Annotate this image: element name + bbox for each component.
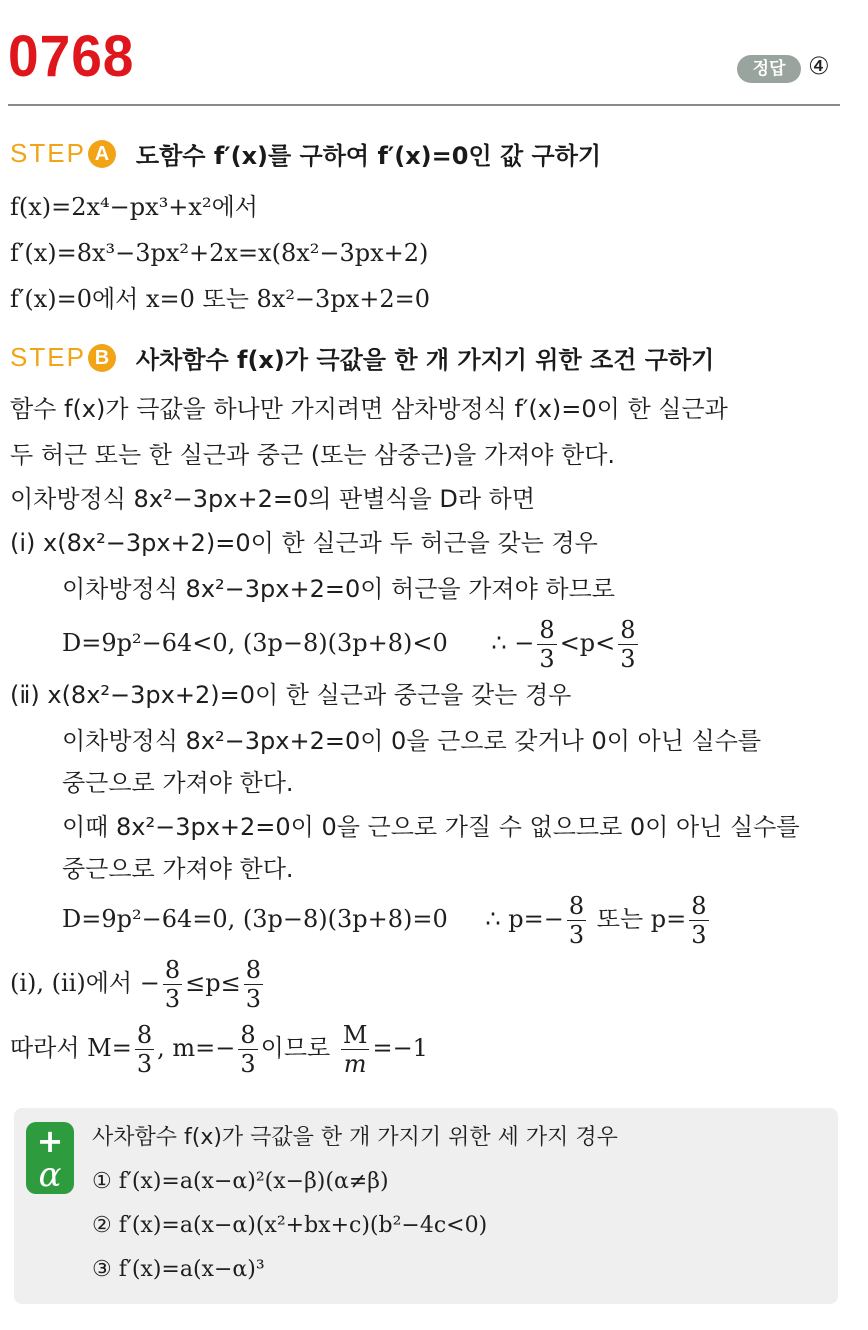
conclusion-prefix: (ⅰ), (ⅱ)에서 − xyxy=(10,969,160,997)
step-a-heading xyxy=(10,136,601,171)
step-a-line-3: f′(x)=0에서 x=0 또는 8x²−3px+2=0 xyxy=(10,285,430,313)
final-prefix: 따라서 M= xyxy=(10,1034,132,1062)
case-ii-fraction-2 xyxy=(689,894,708,947)
case-i-label: (ⅰ) xyxy=(10,529,36,557)
fraction-numerator: 8 xyxy=(539,616,555,644)
case-ii-fraction-1 xyxy=(567,894,586,947)
tip-item-2: ② f′(x)=a(x−α)(x²+bx+c)(b²−4c<0) xyxy=(92,1213,488,1238)
fraction-denominator: 3 xyxy=(136,1050,153,1078)
fraction-denominator: 3 xyxy=(691,921,707,949)
step-a-circle: A xyxy=(88,140,116,168)
tip-item-1: ① f′(x)=a(x−α)²(x−β)(α≠β) xyxy=(92,1169,389,1194)
answer-label-badge: 정답 xyxy=(737,55,801,83)
answer-value: ④ xyxy=(808,52,830,80)
case-i-inequality: <p< xyxy=(559,629,616,657)
problem-number: 0768 xyxy=(8,24,135,89)
problem-header xyxy=(0,0,868,110)
final-mid2: 이므로 xyxy=(260,1034,331,1062)
final-suffix: =−1 xyxy=(372,1034,428,1062)
fraction-denominator: 3 xyxy=(568,921,585,949)
fraction-numerator: 8 xyxy=(691,892,707,920)
case-ii-line-4: 중근으로 가져야 한다. xyxy=(62,855,294,883)
case-i-discriminant xyxy=(62,616,641,673)
step-a-line-2: f′(x)=8x³−3px²+2x=x(8x²−3px+2) xyxy=(10,239,429,267)
step-b-word: STEP xyxy=(10,342,86,372)
fraction-denominator: 3 xyxy=(620,645,636,673)
conclusion-fraction-1 xyxy=(163,958,182,1011)
header-divider xyxy=(8,104,840,106)
final-mid: , m=− xyxy=(157,1034,236,1062)
fraction-numerator: 8 xyxy=(620,616,636,644)
final-fraction-m-min xyxy=(238,1023,257,1076)
case-ii-line-1: 이차방정식 8x²−3px+2=0이 0을 근으로 갖거나 0이 아닌 실수를 xyxy=(62,727,762,755)
case-i-title: x(8x²−3px+2)=0이 한 실근과 두 허근을 갖는 경우 xyxy=(43,529,598,557)
body-line-3: 이차방정식 8x²−3px+2=0의 판별식을 D라 하면 xyxy=(10,485,536,513)
fraction-denominator: 3 xyxy=(245,985,262,1013)
case-ii-or: 또는 p= xyxy=(596,905,687,933)
case-ii-label: (ⅱ) xyxy=(10,681,40,709)
case-i-therefore: ∴ − xyxy=(491,629,535,657)
fraction-denominator: 3 xyxy=(164,985,181,1013)
fraction-numerator: 8 xyxy=(568,892,585,920)
final-fraction-m-max xyxy=(135,1023,154,1076)
fraction-numerator: 8 xyxy=(240,1021,256,1049)
case-i-d-equation: D=9p²−64<0, (3p−8)(3p+8)<0 xyxy=(62,629,448,657)
conclusion-range xyxy=(10,956,266,1013)
case-i-fraction-2 xyxy=(618,618,637,671)
case-i-line-1: 이차방정식 8x²−3px+2=0이 허근을 가져야 하므로 xyxy=(62,575,615,603)
plus-alpha-icon xyxy=(26,1122,74,1194)
conclusion-inequality: ≤p≤ xyxy=(185,969,241,997)
case-i-heading xyxy=(10,528,598,558)
final-answer-line xyxy=(10,1020,428,1076)
case-ii-title: x(8x²−3px+2)=0이 한 실근과 중근을 갖는 경우 xyxy=(47,681,572,709)
fraction-denominator: m xyxy=(343,1050,367,1078)
fraction-numerator: 8 xyxy=(245,956,262,984)
case-ii-therefore: ∴ p=− xyxy=(485,905,564,933)
fraction-denominator: 3 xyxy=(539,645,555,673)
case-i-fraction-1 xyxy=(537,618,556,671)
conclusion-fraction-2 xyxy=(244,958,263,1011)
case-ii-heading xyxy=(10,680,571,710)
case-ii-d-equation: D=9p²−64=0, (3p−8)(3p+8)=0 xyxy=(62,905,448,933)
fraction-numerator: 8 xyxy=(164,956,181,984)
fraction-numerator: 8 xyxy=(136,1021,153,1049)
step-a-word: STEP xyxy=(10,138,86,168)
step-b-heading xyxy=(10,340,714,375)
fraction-numerator: M xyxy=(342,1021,368,1049)
icon-alpha-glyph: α xyxy=(38,1155,62,1194)
body-line-1: 함수 f(x)가 극값을 하나만 가지려면 삼차방정식 f′(x)=0이 한 실근과 xyxy=(10,395,728,423)
step-a-title: 도함수 f′(x)를 구하여 f′(x)=0인 값 구하기 xyxy=(135,142,602,170)
step-b-circle: B xyxy=(88,344,116,372)
tip-title: 사차함수 f(x)가 극값을 한 개 가지기 위한 세 가지 경우 xyxy=(92,1125,618,1150)
icon-plus-glyph: + xyxy=(36,1122,64,1160)
step-a-line-1: f(x)=2x⁴−px³+x²에서 xyxy=(10,193,258,221)
fraction-denominator: 3 xyxy=(240,1050,256,1078)
final-ratio-fraction xyxy=(341,1023,370,1076)
case-ii-line-2: 중근으로 가져야 한다. xyxy=(62,769,294,797)
case-ii-discriminant xyxy=(62,892,712,949)
case-ii-line-3: 이때 8x²−3px+2=0이 0을 근으로 가질 수 없으므로 0이 아닌 실수를 xyxy=(62,813,800,841)
tip-item-3: ③ f′(x)=a(x−α)³ xyxy=(92,1257,265,1282)
step-b-title: 사차함수 f(x)가 극값을 한 개 가지기 위한 조건 구하기 xyxy=(135,346,715,374)
body-line-2: 두 허근 또는 한 실근과 중근 (또는 삼중근)을 가져야 한다. xyxy=(10,441,616,469)
